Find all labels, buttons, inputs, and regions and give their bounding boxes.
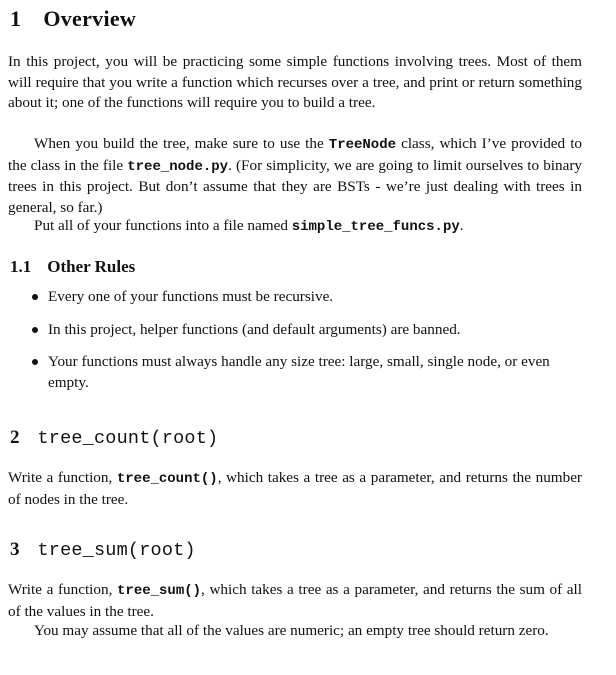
code-tree-count: tree_count() [116,471,218,487]
section-heading-tree-count [10,427,218,449]
paragraph-text: Write a function, [8,581,118,598]
subsection-number: 1.1 [10,257,32,276]
bullet-icon [32,359,38,365]
tree-count-paragraph [8,468,582,510]
list-item-text: In this project, helper functions (and default arguments) are banned. [48,320,461,338]
code-tree-sum: tree_sum() [117,583,202,599]
section-number: 1 [10,6,22,31]
list-item-text: Your functions must always handle any size tree: large, small, single node, or even empty. [48,353,550,391]
overview-paragraph-3 [8,216,582,238]
section-number: 2 [10,427,20,448]
paragraph-text: You may assume that all of the values are numeric; an empty tree should return zero. [34,622,549,639]
list-item-text: Every one of your functions must be recursive. [48,288,334,305]
paragraph-text: Put all of your functions into a file named [34,217,292,234]
code-treenode: TreeNode [328,137,397,153]
section-title: tree_count(root) [37,428,219,449]
section-title: Overview [43,6,137,31]
section-title: tree_sum(root) [37,540,196,561]
tree-sum-paragraph-1 [8,580,582,622]
tree-sum-paragraph-2 [8,621,582,642]
bullet-icon [32,294,38,300]
rules-list [8,287,582,405]
bullet-icon [32,327,38,333]
subsection-title: Other Rules [47,257,136,276]
section-heading-tree-sum [10,539,196,561]
subsection-heading-other-rules [10,257,135,277]
paragraph-text: , which takes a tree as a parameter, and returns the sum of all of the values in the tree. [8,581,582,620]
paragraph-text: , which takes a tree as a parameter, and returns the number of nodes in the tree. [8,469,582,508]
section-heading-overview [10,6,136,32]
code-filename-tree-node: tree_node.py [127,158,229,175]
paragraph-text: Write a function, [8,469,117,486]
paragraph-text: When you build the tree, make sure to use the [34,135,329,152]
paragraph-text: In this project, you will be practicing some simple functions involving trees. Most of them will require that you write a function which recurses over a tree, and print or return something about it; one of the functions will require you to build a tree. [8,53,582,111]
overview-paragraph-1 [8,52,582,114]
paragraph-text: . (For simplicity, we are going to limit ourselves to binary trees in this project. But don’t assume that they are BSTs - we’re just dealing with trees in general, so far.) [8,156,582,216]
list-item [8,287,582,308]
list-item [8,320,582,341]
paragraph-text: . [459,217,464,234]
paragraph-text: class, which I’ve provided to the class in the file [8,135,583,174]
section-number: 3 [10,539,20,560]
overview-paragraph-2 [8,134,582,218]
list-item [8,352,582,393]
code-filename-simple-tree-funcs: simple_tree_funcs.py [291,219,460,235]
